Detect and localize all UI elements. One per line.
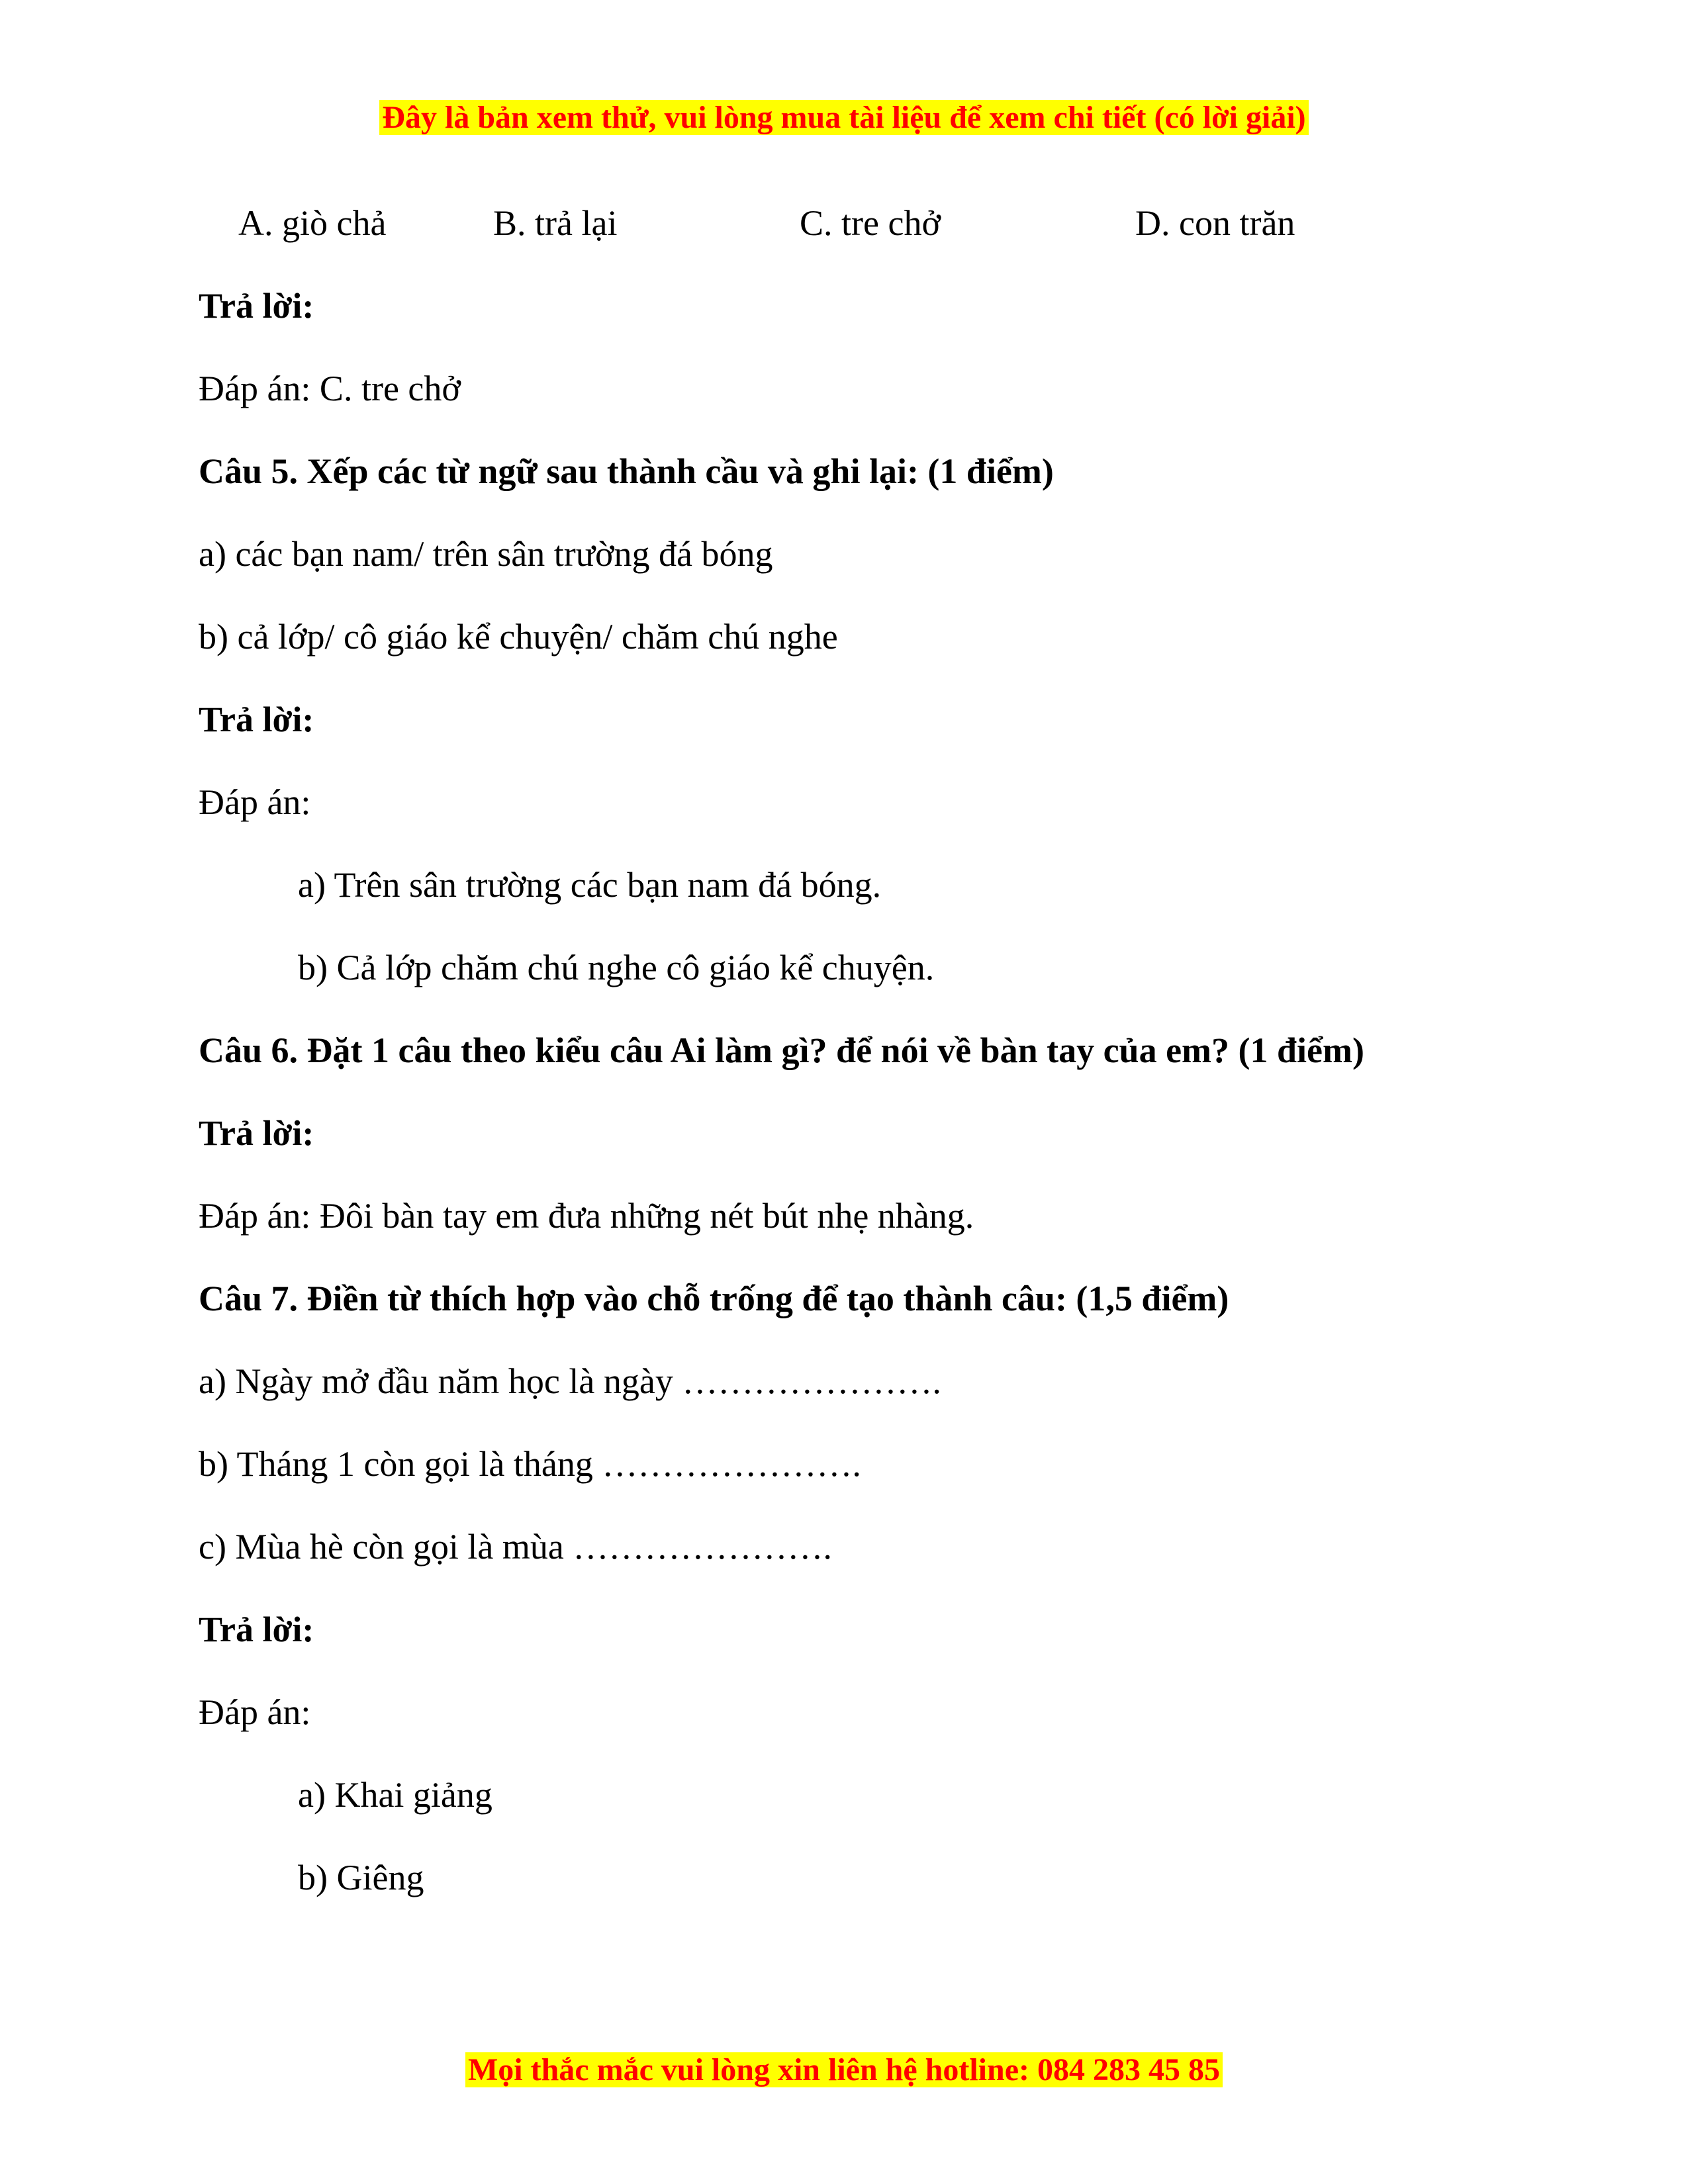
q6-title: Câu 6. Đặt 1 câu theo kiểu câu Ai làm gì? để nói về bàn tay của em? (1 điểm) [199,1030,1364,1070]
option-a: A. giò chả [238,203,387,243]
q5-title: Câu 5. Xếp các từ ngữ sau thành cầu và ghi lại: (1 điểm) [199,451,1054,491]
option-d: D. con trăn [1135,203,1295,243]
q5-answer-intro: Đáp án: [199,782,311,822]
q5-item-a: a) các bạn nam/ trên sân trường đá bóng [199,534,773,574]
q7-answer-a: a) Khai giảng [298,1775,492,1815]
q5-item-b: b) cả lớp/ cô giáo kể chuyện/ chăm chú nghe [199,617,838,657]
q6-answer-label: Trả lời: [199,1113,314,1153]
q7-answer-label: Trả lời: [199,1610,314,1649]
q6-answer: Đáp án: Đôi bàn tay em đưa những nét bút nhẹ nhàng. [199,1196,974,1236]
hotline-banner [0,2052,1688,2089]
q7-item-c: c) Mùa hè còn gọi là mùa …………………. [199,1527,832,1567]
q5-answer-b: b) Cả lớp chăm chú nghe cô giáo kể chuyện. [298,948,935,987]
preview-notice-banner [0,99,1688,136]
q7-answer-intro: Đáp án: [199,1692,311,1732]
q5-answer-a: a) Trên sân trường các bạn nam đá bóng. [298,865,882,905]
q7-item-b: b) Tháng 1 còn gọi là tháng …………………. [199,1444,861,1484]
hotline-text: Mọi thắc mắc vui lòng xin liên hệ hotline: 084 283 45 85 [465,2052,1223,2087]
q4-answer-label: Trả lời: [199,286,314,326]
option-c: C. tre chở [800,203,941,243]
preview-notice-text: Đây là bản xem thử, vui lòng mua tài liệu để xem chi tiết (có lời giải) [379,100,1308,135]
q7-title: Câu 7. Điền từ thích hợp vào chỗ trống để tạo thành câu: (1,5 điểm) [199,1279,1229,1318]
q7-answer-b: b) Giêng [298,1858,424,1897]
q4-answer: Đáp án: C. tre chở [199,369,461,408]
option-b: B. trả lại [493,203,618,243]
q7-item-a: a) Ngày mở đầu năm học là ngày …………………. [199,1361,941,1401]
q5-answer-label: Trả lời: [199,700,314,739]
